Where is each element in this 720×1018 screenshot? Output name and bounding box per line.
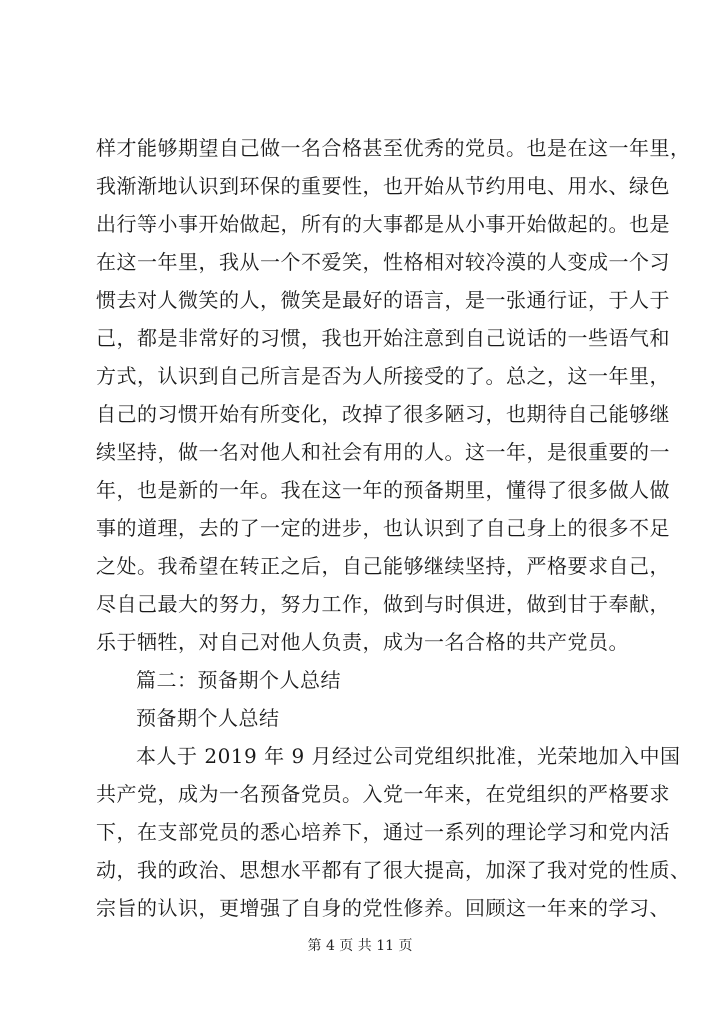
text-line: 共产党，成为一名预备党员。入党一年来，在党组织的严格要求 <box>96 782 670 806</box>
text-line: 我渐渐地认识到环保的重要性，也开始从节约用电、用水、绿色 <box>96 174 670 198</box>
text-line: 下，在支部党员的悉心培养下，通过一系列的理论学习和党内活 <box>96 820 670 844</box>
section-heading: 篇二：预备期个人总结 <box>136 668 341 692</box>
text-line: 惯去对人微笑的人，微笑是最好的语言，是一张通行证，于人于 <box>96 288 670 312</box>
text-line: 乐于牺牲，对自己对他人负责，成为一名合格的共产党员。 <box>96 630 629 654</box>
text-line: 续坚持，做一名对他人和社会有用的人。这一年，是很重要的一 <box>96 440 670 464</box>
text-line: 之处。我希望在转正之后，自己能够继续坚持，严格要求自己， <box>96 554 670 578</box>
text-line: 自己的习惯开始有所变化，改掉了很多陋习，也期待自己能够继 <box>96 402 670 426</box>
text-line: 方式，认识到自己所言是否为人所接受的了。总之，这一年里， <box>96 364 670 388</box>
text-line: 己，都是非常好的习惯，我也开始注意到自己说话的一些语气和 <box>96 326 670 350</box>
text-line: 出行等小事开始做起，所有的大事都是从小事开始做起的。也是 <box>96 212 670 236</box>
text-line: 事的道理，去的了一定的进步，也认识到了自己身上的很多不足 <box>96 516 670 540</box>
text-line: 宗旨的认识，更增强了自身的党性修养。回顾这一年来的学习、 <box>96 896 670 920</box>
text-line: 在这一年里，我从一个不爱笑，性格相对较冷漠的人变成一个习 <box>96 250 670 274</box>
document-subtitle: 预备期个人总结 <box>136 706 280 730</box>
text-line: 本人于 2019 年 9 月经过公司党组织批准，光荣地加入中国 <box>136 744 681 768</box>
page-number: 第 4 页 共 11 页 <box>307 938 413 954</box>
text-line: 年，也是新的一年。我在这一年的预备期里，懂得了很多做人做 <box>96 478 670 502</box>
text-line: 尽自己最大的努力，努力工作，做到与时俱进，做到甘于奉献， <box>96 592 670 616</box>
text-line: 动，我的政治、思想水平都有了很大提高，加深了我对党的性质、 <box>96 858 691 882</box>
text-line: 样才能够期望自己做一名合格甚至优秀的党员。也是在这一年里， <box>96 136 691 160</box>
